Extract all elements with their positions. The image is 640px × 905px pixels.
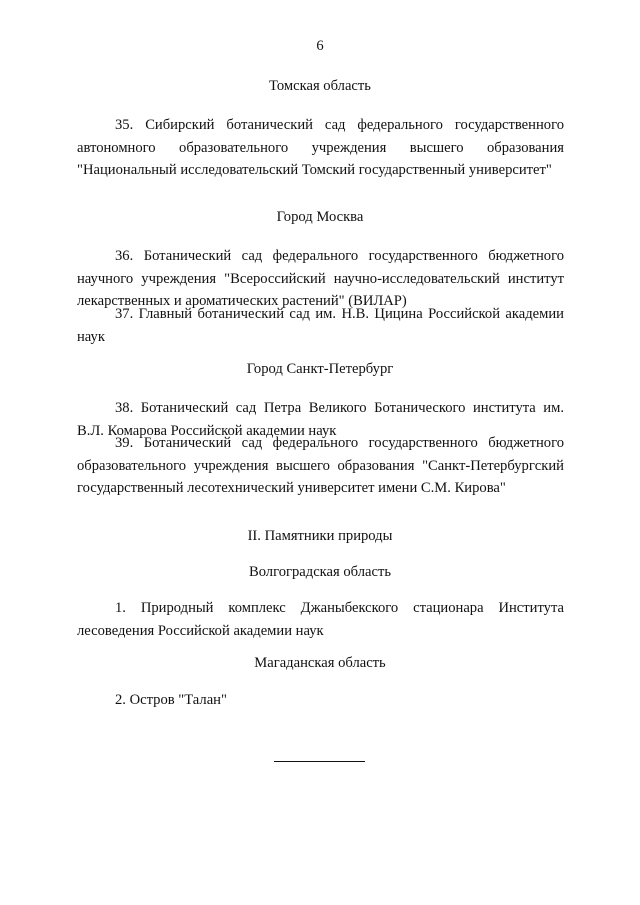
part-title: II. Памятники природы — [247, 528, 393, 544]
list-item: 38. Ботанический сад Петра Великого Ботанического института им. В.Л. Комарова Российской академии наук — [77, 400, 564, 439]
list-item: 2. Остров "Талан" — [115, 692, 227, 708]
page-number: 6 — [316, 38, 324, 54]
region-heading-volgograd: Волгоградская область — [248, 564, 392, 580]
list-item: 36. Ботанический сад федерального государственного бюджетного научного учреждения "Всероссийский научно-исследовательский институт лекарственных и ароматических растений" (ВИЛАР) — [77, 248, 564, 309]
list-item: 1. Природный комплекс Джаныбекского стационара Института лесоведения Российской академии наук — [77, 600, 564, 639]
region-heading-moscow: Город Москва — [276, 209, 364, 225]
list-item: 35. Сибирский ботанический сад федерального государственного автономного образовательного учреждения высшего образования "Национальный исследовательский Томский государственный университет" — [77, 117, 564, 178]
region-heading-spb: Город Санкт-Петербург — [246, 361, 394, 377]
region-heading-tomsk: Томская область — [269, 78, 371, 94]
end-rule — [274, 761, 365, 762]
list-item: 39. Ботанический сад федерального государственного бюджетного образовательного учреждения высшего образования "Санкт-Петербургский государственный лесотехнический университет имени С.М. Кирова" — [77, 435, 564, 496]
region-heading-magadan: Магаданская область — [254, 655, 386, 671]
list-item: 37. Главный ботанический сад им. Н.В. Цицина Российской академии наук — [77, 306, 564, 345]
